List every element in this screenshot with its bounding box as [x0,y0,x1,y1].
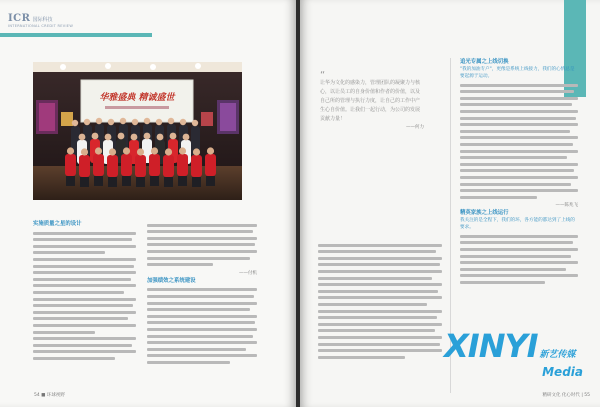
brand-cn: 国际科技 [32,17,53,23]
right-column-2 [460,58,578,288]
pull-quote [320,70,424,133]
header-accent-bar [0,33,152,37]
brand-logo [8,6,73,28]
right-page [300,0,600,407]
right-column-1 [318,240,442,362]
quote-signature: ——何力 [406,125,424,130]
quote-mark-icon: “ [320,70,326,81]
group-photo-image [33,62,242,200]
watermark-cn: 新艺传媒 [539,350,576,360]
section-heading-3: 追光专属之上线切换 [460,59,509,65]
brand-en: INTERNATIONAL CREDIT REVIEW [8,24,74,28]
quote-text: 让华为文化的感染力，管理团队的凝聚力与核心，以让员工的自身价值和作者的价值，以及自己所的管理与执行力度，让自己的工作中产生心自价值。让我们一起行动，为公司的发展贡献力量！ [320,80,421,122]
left-column-1 [33,220,136,363]
watermark-logo [444,327,583,380]
section-heading-4: 精英家族之上线运行 [460,210,509,217]
left-signature: ——付机 [239,270,257,276]
page-footer-right: 精研文化 化心时代 | 55 [542,393,590,398]
left-page [0,0,296,407]
watermark-media: Media [542,365,583,379]
section-intro-4: 我关注的是全程下，我们的环，各方能的都达到了上线的要求。 [460,218,575,231]
brand-short: ICR [8,13,31,24]
section-heading-1: 实施质量之星的设计 [33,221,82,227]
group-photo [33,62,242,200]
right-signature: ——陈兆飞 [555,203,578,209]
left-column-2 [147,220,257,367]
banner-text: 华雅盛典 精诚盛世 [99,93,175,103]
page-footer-left: 54 ■ 环球视野 [34,393,65,398]
section-heading-2: 加强绩效之系统建设 [147,277,196,284]
watermark-big: XINYI [444,327,538,365]
section-intro-3: "我的加油专户"，更像是系统上线接力，我们的心情总是要起源于运动。 [460,67,575,79]
